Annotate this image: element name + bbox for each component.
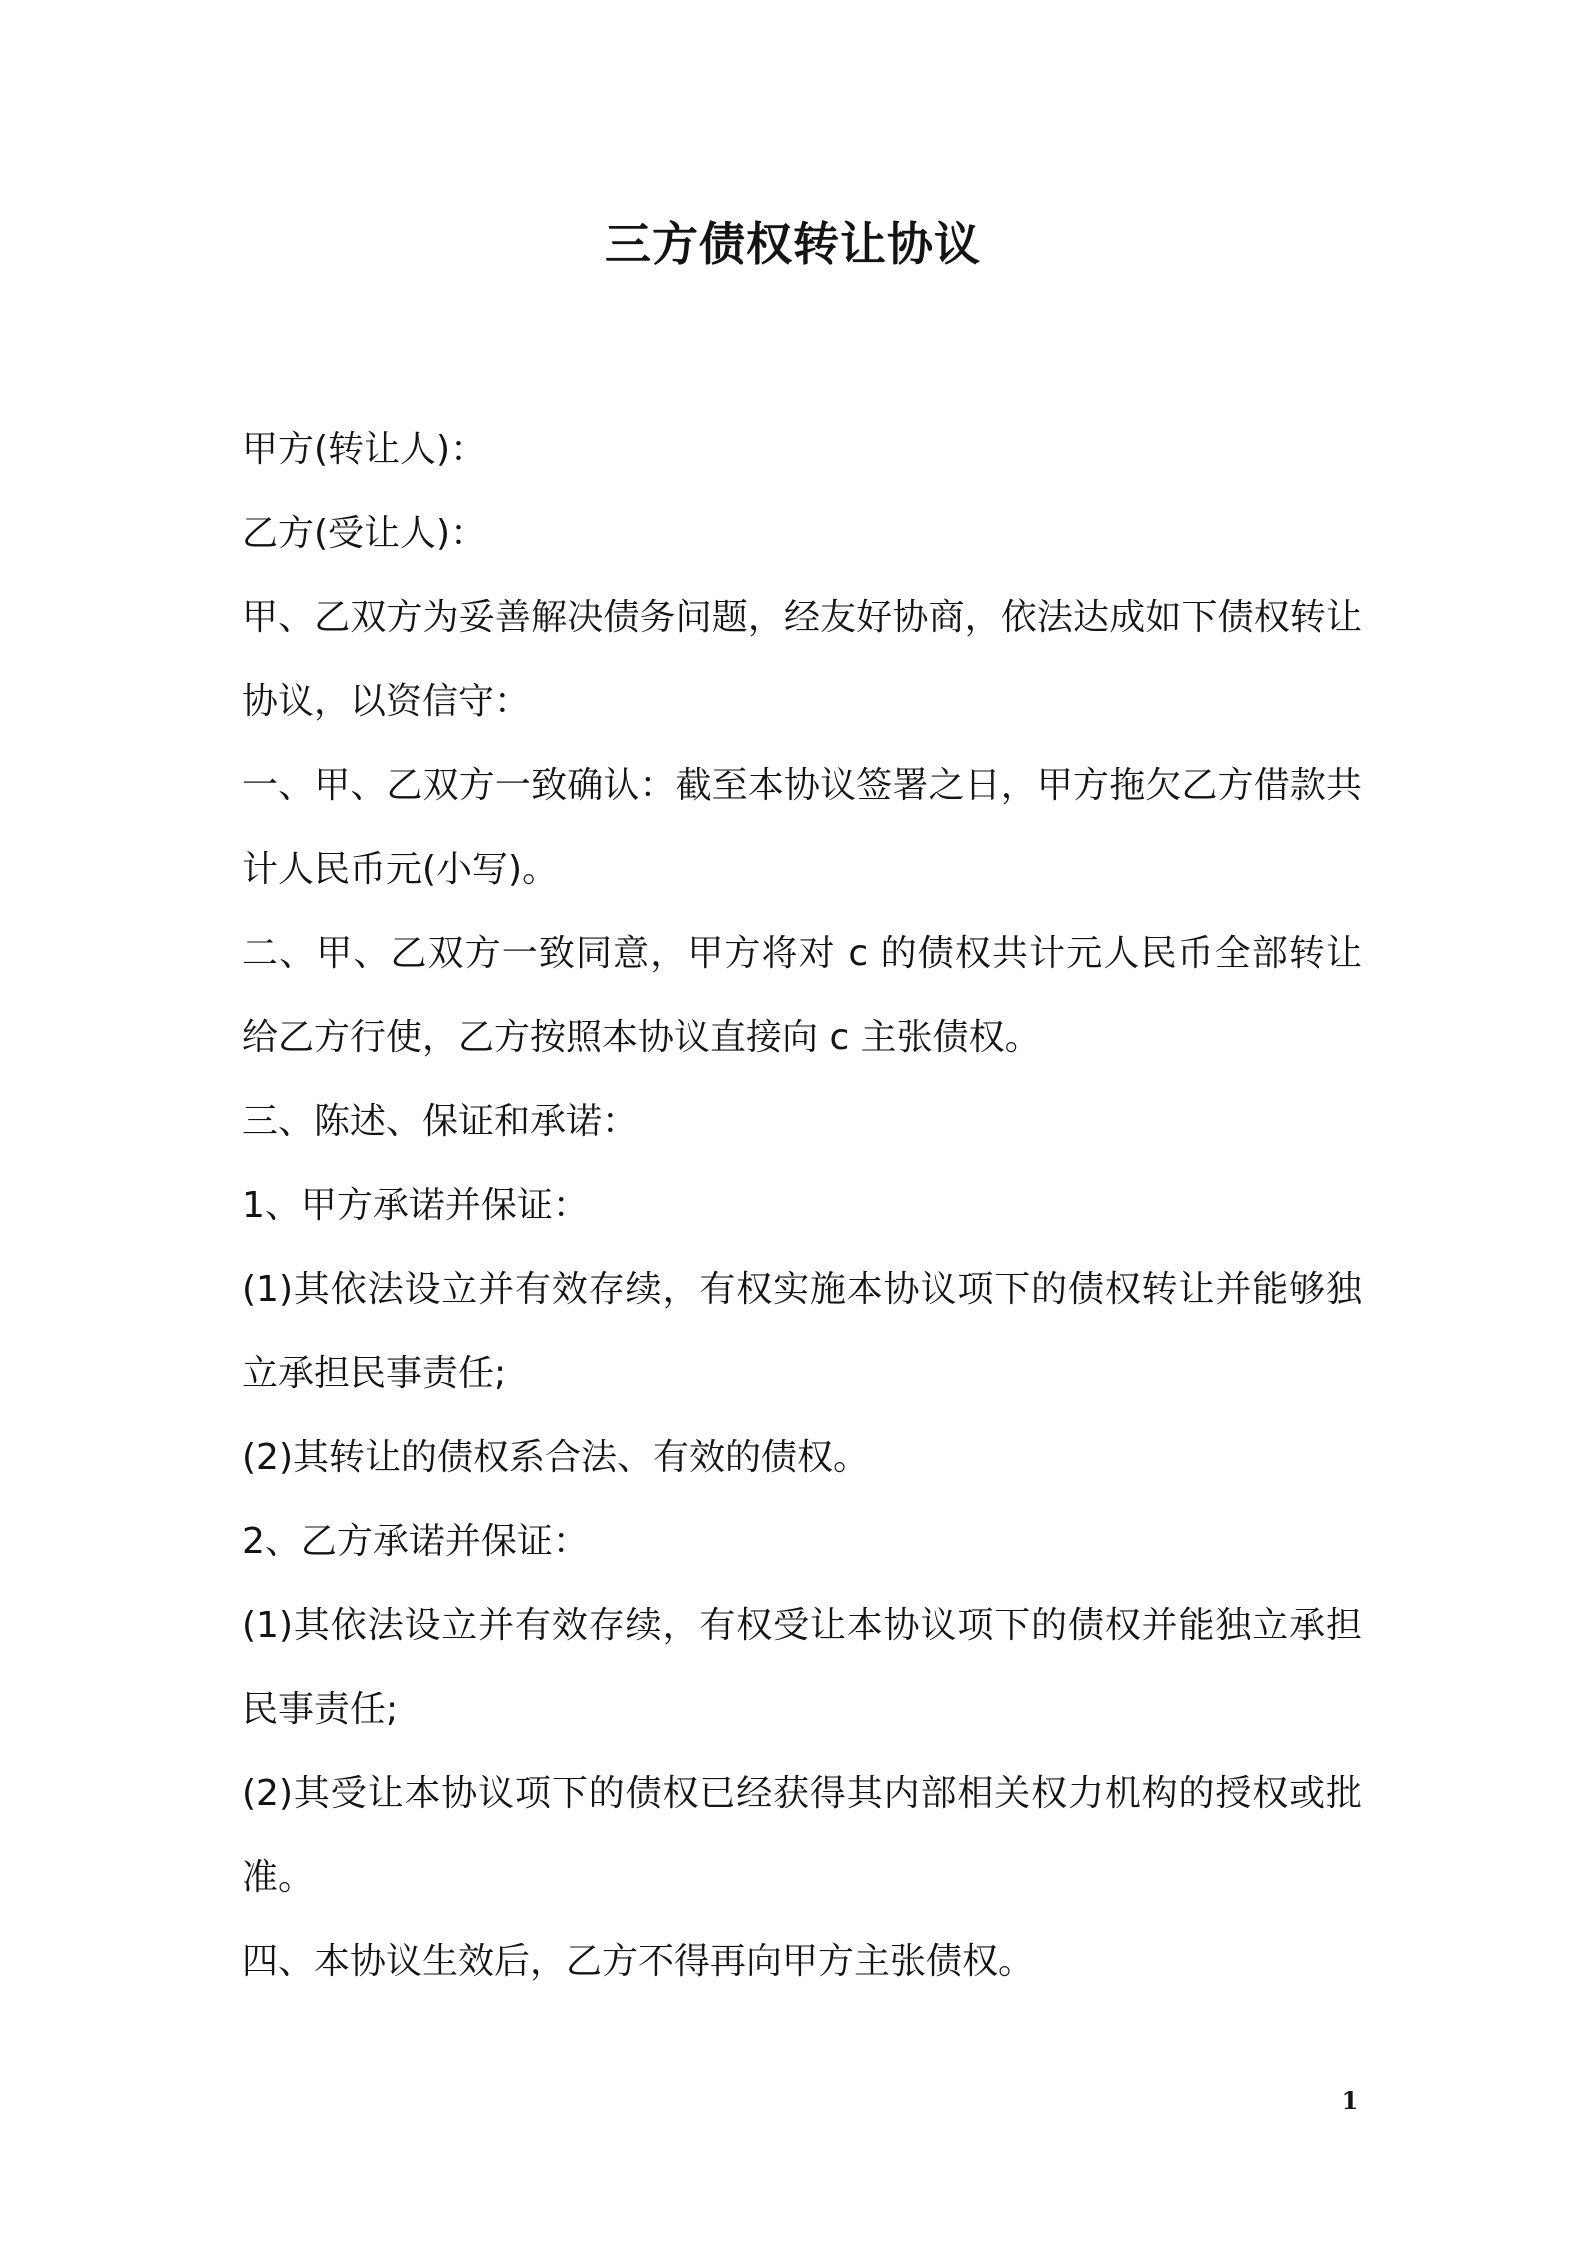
document-body xyxy=(242,408,1362,2004)
party-b-line: 乙方(受让人)： xyxy=(242,513,487,554)
party-a-line: 甲方(转让人)： xyxy=(242,429,487,470)
clause-3-2-item-2: (2)其受让本协议项下的债权已经获得其内部相关权力机构的授权或批准。 xyxy=(242,1773,1362,1898)
document-title: 三方债权转让协议 xyxy=(605,217,981,271)
clause-2: 二、甲、乙双方一致同意，甲方将对 c 的债权共计元人民币全部转让给乙方行使，乙方按照本协议直接向 c 主张债权。 xyxy=(242,933,1362,1058)
clause-3-2-item-1: (1)其依法设立并有效存续，有权受让本协议项下的债权并能独立承担民事责任; xyxy=(242,1605,1362,1730)
clause-3-1-heading: 1、甲方承诺并保证： xyxy=(242,1185,589,1226)
preamble-paragraph: 甲、乙双方为妥善解决债务问题，经友好协商，依法达成如下债权转让协议，以资信守： xyxy=(242,597,1362,722)
page-number: 1 xyxy=(1341,2086,1359,2115)
clause-3-1-item-2: (2)其转让的债权系合法、有效的债权。 xyxy=(242,1437,869,1478)
clause-4: 四、本协议生效后，乙方不得再向甲方主张债权。 xyxy=(242,1941,1035,1982)
clause-1: 一、甲、乙双方一致确认：截至本协议签署之日，甲方拖欠乙方借款共计人民币元(小写)。 xyxy=(242,765,1362,890)
clause-3-1-item-1: (1)其依法设立并有效存续，有权实施本协议项下的债权转让并能够独立承担民事责任; xyxy=(242,1269,1362,1394)
clause-3-heading: 三、陈述、保证和承诺： xyxy=(242,1101,639,1142)
clause-3-2-heading: 2、乙方承诺并保证： xyxy=(242,1521,589,1562)
